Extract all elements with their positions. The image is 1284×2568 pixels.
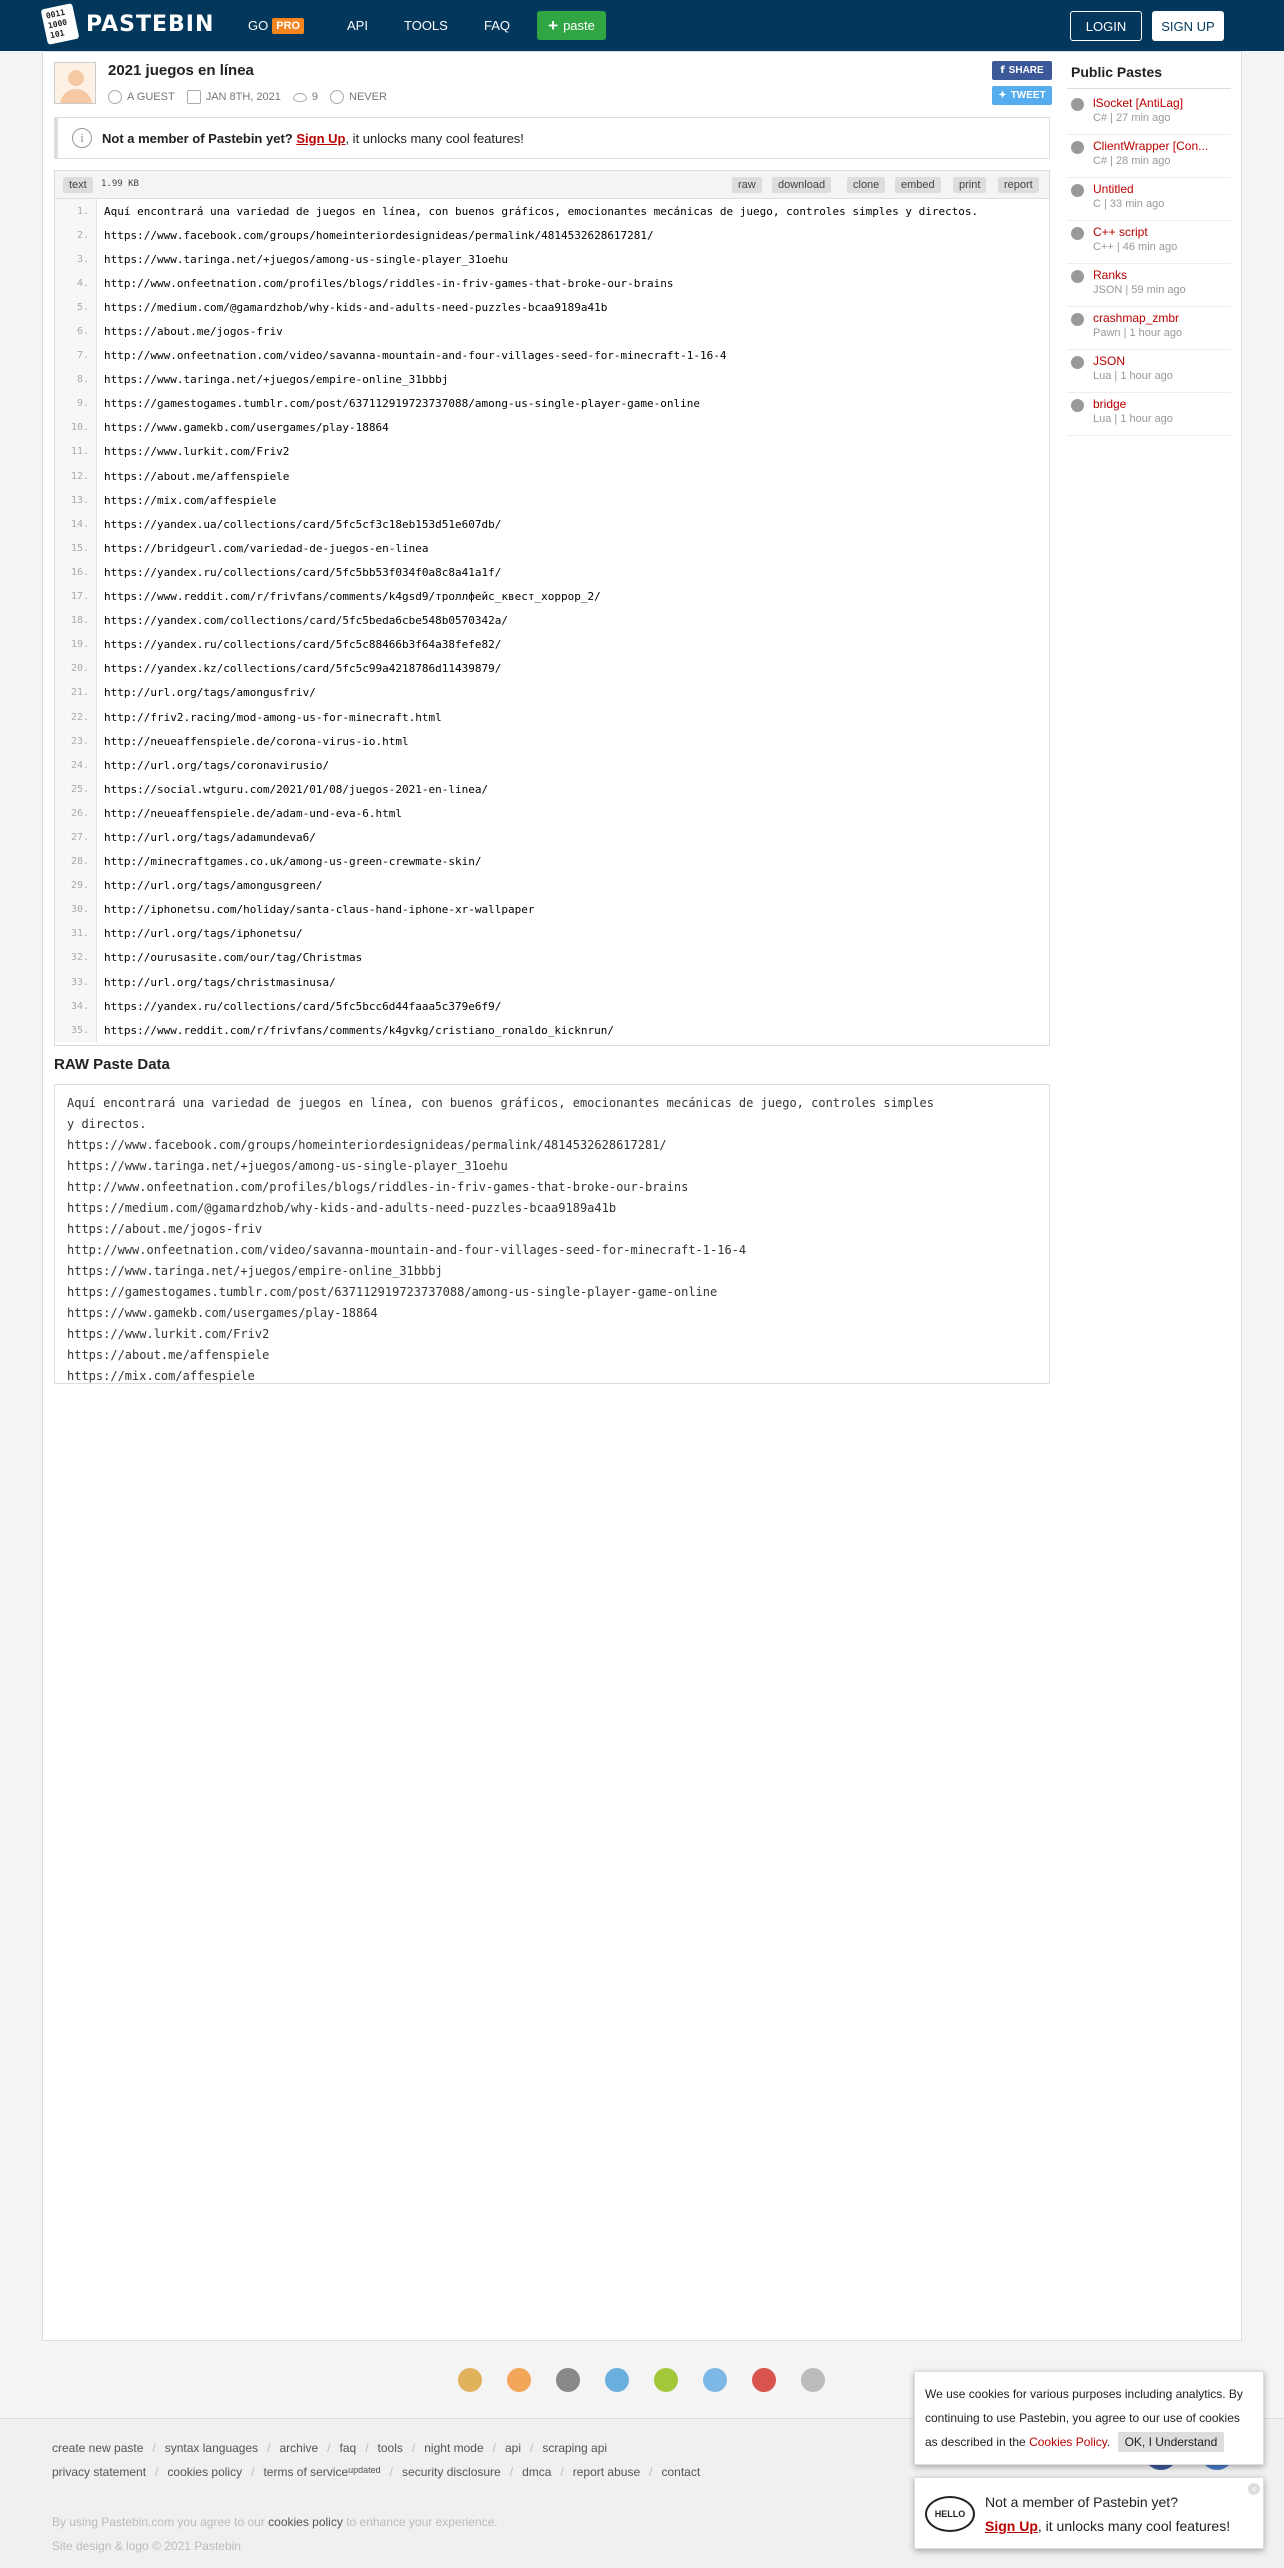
code-line (55, 922, 1049, 946)
footer-links-row-2 (52, 2465, 700, 2479)
code-line (55, 705, 1049, 729)
line-number: 27. (55, 825, 97, 849)
eye-icon (293, 93, 307, 102)
syntax-badge[interactable]: text (63, 177, 93, 193)
meta-date (187, 90, 281, 104)
footer-separator: / (152, 2441, 156, 2455)
public-paste-name[interactable]: JSON (1093, 354, 1126, 368)
footer-link[interactable]: syntax languages (164, 2441, 259, 2455)
download-button[interactable]: download (772, 177, 831, 193)
paste-meta (108, 90, 399, 104)
code-line (55, 319, 1049, 343)
nav-go-pro[interactable] (248, 0, 304, 51)
avatar (54, 62, 96, 104)
facebook-icon: f (1000, 65, 1005, 76)
line-number: 4. (55, 271, 97, 295)
code-line (55, 392, 1049, 416)
raw-line: https://about.me/jogos-friv (67, 1222, 263, 1236)
raw-line: https://mix.com/affespiele (67, 1369, 255, 1383)
line-number: 1. (55, 199, 97, 223)
public-paste-item[interactable] (1067, 135, 1231, 178)
logo-icon (41, 3, 80, 45)
public-paste-item[interactable] (1067, 221, 1231, 264)
line-number: 20. (55, 657, 97, 681)
raw-line: https://gamestogames.tumblr.com/post/637112919723737088/among-us-single-player-game-online (67, 1285, 718, 1299)
footer-agree (52, 2515, 498, 2529)
line-text: https://www.lurkit.com/Friv2 (104, 445, 290, 459)
globe-icon (1071, 356, 1084, 369)
code-line (55, 970, 1049, 994)
footer-separator: / (529, 2441, 534, 2455)
line-text: Aquí encontrará una variedad de juegos en línea, con buenos gráficos, emocionantes mecánicas de juego, controles simples y directos. (104, 204, 979, 218)
clock-icon (330, 90, 344, 104)
line-text: http://url.org/tags/amongusfriv/ (104, 686, 316, 700)
signup-notice (54, 117, 1050, 159)
line-text: http://friv2.racing/mod-among-us-for-minecraft.html (104, 710, 442, 724)
cookie-ok-button[interactable]: OK, I Understand (1118, 2432, 1225, 2452)
windows-icon[interactable] (605, 2368, 629, 2392)
code-toolbar (55, 171, 1049, 199)
nav-api[interactable]: API (347, 18, 368, 33)
raw-line: Aquí encontrará una variedad de juegos en línea, con buenos gráficos, emocionantes mecánicas de juego, controles simples (67, 1096, 934, 1110)
popup-line-2 (985, 2518, 1230, 2534)
footer-separator: / (492, 2441, 496, 2455)
notice-signup-link[interactable]: Sign Up (296, 130, 346, 146)
public-paste-meta: Lua | 1 hour ago (1093, 370, 1173, 382)
code-line (55, 368, 1049, 392)
globe-icon (1071, 270, 1084, 283)
footer-link[interactable]: contact (661, 2465, 701, 2479)
chrome-icon[interactable] (458, 2368, 482, 2392)
raw-line: http://www.onfeetnation.com/video/savanna-mountain-and-four-villages-seed-for-minecraft-1-16-4 (67, 1243, 747, 1257)
line-number: 9. (55, 392, 97, 416)
x-icon[interactable] (703, 2368, 727, 2392)
code-line (55, 994, 1049, 1018)
report-button[interactable]: report (998, 177, 1039, 193)
raw-line: https://www.taringa.net/+juegos/among-us-single-player_31oehu (67, 1159, 508, 1173)
close-icon[interactable]: × (1248, 2483, 1260, 2495)
code-line (55, 488, 1049, 512)
raw-paste-textarea[interactable] (54, 1084, 1050, 1384)
footer-link[interactable]: archive (279, 2441, 319, 2455)
info-icon: i (72, 128, 92, 148)
twitter-icon: ✦ (998, 90, 1007, 101)
raw-line: https://medium.com/@gamardzhob/why-kids-and-adults-need-puzzles-bcaa9189a41b (67, 1201, 617, 1215)
opera-icon[interactable] (752, 2368, 776, 2392)
public-paste-item[interactable] (1067, 350, 1231, 393)
code-line (55, 344, 1049, 368)
line-text: https://medium.com/@gamardzhob/why-kids-and-adults-need-puzzles-bcaa9189a41b (104, 300, 608, 314)
footer-separator: / (251, 2465, 255, 2479)
facebook-share-button[interactable] (992, 61, 1052, 80)
cookie-policy-link[interactable]: Cookies Policy (1029, 2435, 1107, 2449)
public-paste-meta: Lua | 1 hour ago (1093, 413, 1173, 425)
public-pastes-title: Public Pastes (1071, 64, 1163, 80)
footer-link[interactable]: security disclosure (402, 2465, 501, 2479)
line-text: https://www.reddit.com/r/frivfans/comments/k4gvkg/cristiano_ronaldo_kicknrun/ (104, 1023, 614, 1037)
code-line (55, 536, 1049, 560)
footer-link[interactable]: tools (377, 2441, 403, 2455)
footer-links-row-1 (52, 2441, 607, 2455)
line-text: http://www.onfeetnation.com/video/savanna-mountain-and-four-villages-seed-for-minecraft-1-16-4 (104, 349, 727, 363)
code-line (55, 657, 1049, 681)
line-text: http://neueaffenspiele.de/corona-virus-io.html (104, 734, 409, 748)
line-text: https://yandex.ua/collections/card/5fc5cf3c18eb153d51e607db/ (104, 517, 502, 531)
footer-link[interactable]: terms of service (263, 2465, 349, 2479)
public-paste-name[interactable]: crashmap_zmbr (1093, 311, 1180, 325)
sidebar-divider (1067, 88, 1231, 89)
footer-separator: / (389, 2465, 394, 2479)
paste-size: 1.99 KB (101, 179, 139, 189)
user-icon (108, 90, 122, 104)
line-number: 8. (55, 368, 97, 392)
code-line (55, 874, 1049, 898)
popup-suffix: , it unlocks many cool features! (1037, 2518, 1231, 2534)
public-paste-item[interactable] (1067, 92, 1231, 135)
linux-icon[interactable] (801, 2368, 825, 2392)
line-number: 10. (55, 416, 97, 440)
line-text: https://www.taringa.net/+juegos/empire-online_31bbbj (104, 373, 449, 387)
code-box (54, 170, 1050, 1046)
raw-paste-title: RAW Paste Data (54, 1056, 170, 1073)
public-paste-name[interactable]: ClientWrapper [Con... (1093, 139, 1209, 153)
code-line (55, 223, 1049, 247)
avatar-head-shape (68, 70, 84, 86)
author-name: A GUEST (127, 91, 175, 103)
line-number: 15. (55, 536, 97, 560)
footer-link[interactable]: api (504, 2441, 521, 2455)
tweet-label: TWEET (1010, 90, 1046, 101)
calendar-icon (187, 90, 201, 104)
cookie-consent-popup: We use cookies for various purposes including analytics. By continuing to use Pastebin, you agree to our use of cookies as described in the Cookies Policy. OK, I Understand (914, 2371, 1264, 2465)
plus-icon: + (548, 15, 559, 35)
code-line (55, 464, 1049, 488)
public-paste-meta: C# | 27 min ago (1093, 112, 1171, 124)
logo-mark-line: 101 (49, 28, 66, 41)
code-lines[interactable] (55, 199, 1049, 1042)
line-number: 31. (55, 922, 97, 946)
line-number: 17. (55, 585, 97, 609)
footer-separator: / (327, 2441, 331, 2455)
code-line (55, 729, 1049, 753)
globe-icon (1071, 98, 1084, 111)
public-paste-item[interactable] (1067, 264, 1231, 307)
login-button[interactable]: LOGIN (1070, 11, 1142, 41)
logo[interactable] (44, 6, 214, 42)
line-text: https://www.reddit.com/r/frivfans/comments/k4gsd9/троллфейс_квест_хоррор_2/ (104, 590, 601, 604)
globe-icon (1071, 184, 1084, 197)
raw-button[interactable]: raw (732, 177, 762, 193)
paste-date: JAN 8TH, 2021 (205, 91, 281, 103)
code-line (55, 898, 1049, 922)
firefox-icon[interactable] (507, 2368, 531, 2392)
public-paste-item[interactable] (1067, 393, 1231, 436)
line-number: 5. (55, 295, 97, 319)
line-number: 35. (55, 1018, 97, 1042)
meta-expires (330, 90, 387, 104)
code-line (55, 753, 1049, 777)
popup-line-1: Not a member of Pastebin yet? (985, 2494, 1178, 2510)
line-text: https://gamestogames.tumblr.com/post/637112919723737088/among-us-single-player-game-online (104, 397, 701, 411)
line-text: https://about.me/affenspiele (104, 469, 290, 483)
popup-signup-link[interactable]: Sign Up (985, 2518, 1038, 2534)
footer-separator: / (560, 2465, 564, 2479)
code-line (55, 512, 1049, 536)
line-number: 6. (55, 319, 97, 343)
line-text: https://mix.com/affespiele (104, 493, 277, 507)
line-number: 3. (55, 247, 97, 271)
globe-icon (1071, 313, 1084, 326)
globe-icon (1071, 399, 1084, 412)
line-text: https://yandex.ru/collections/card/5fc5bcc6d44faaa5c379e6f9/ (104, 999, 502, 1013)
line-number: 21. (55, 681, 97, 705)
new-paste-button[interactable] (537, 11, 606, 40)
top-header (0, 0, 1284, 51)
line-number: 24. (55, 753, 97, 777)
avatar-body-shape (60, 89, 92, 104)
line-text: https://yandex.com/collections/card/5fc5beda6cbe548b0570342a/ (104, 614, 508, 628)
code-line (55, 609, 1049, 633)
raw-line: https://about.me/affenspiele (67, 1348, 270, 1362)
code-line (55, 681, 1049, 705)
public-paste-meta: C++ | 46 min ago (1093, 241, 1178, 253)
line-number: 30. (55, 898, 97, 922)
line-number: 28. (55, 850, 97, 874)
line-number: 18. (55, 609, 97, 633)
embed-button[interactable]: embed (895, 177, 941, 193)
raw-line: https://www.gamekb.com/usergames/play-18864 (67, 1306, 378, 1320)
clone-button[interactable]: clone (847, 177, 885, 193)
footer-link[interactable]: faq (339, 2441, 357, 2455)
footer-link[interactable]: cookies policy (167, 2465, 243, 2479)
print-button[interactable]: print (953, 177, 986, 193)
line-number: 16. (55, 560, 97, 584)
code-line (55, 946, 1049, 970)
code-line (55, 440, 1049, 464)
line-text: http://minecraftgames.co.uk/among-us-green-crewmate-skin/ (104, 855, 482, 869)
expiry-value: NEVER (349, 91, 387, 103)
line-text: http://www.onfeetnation.com/profiles/blogs/riddles-in-friv-games-that-broke-our-brains (104, 276, 674, 290)
code-line (55, 825, 1049, 849)
line-text: https://www.facebook.com/groups/homeinteriordesignideas/permalink/4814532628617281/ (104, 228, 654, 242)
line-number: 19. (55, 633, 97, 657)
meta-views (293, 91, 318, 103)
footer-link[interactable]: create new paste (52, 2441, 144, 2455)
pro-badge: PRO (272, 18, 304, 34)
agree-suffix: to enhance your experience. (346, 2515, 498, 2529)
code-line (55, 777, 1049, 801)
footer-separator: / (411, 2441, 416, 2455)
code-line (55, 271, 1049, 295)
public-paste-meta: JSON | 59 min ago (1093, 284, 1186, 296)
code-line (55, 1018, 1049, 1042)
line-text: http://url.org/tags/christmasinusa/ (104, 975, 336, 989)
public-paste-meta: C# | 28 min ago (1093, 155, 1171, 167)
line-text: https://bridgeurl.com/variedad-de-juegos-en-linea (104, 541, 429, 555)
footer-copyright: Site design & logo © 2021 Pastebin (52, 2539, 241, 2553)
line-text: http://neueaffenspiele.de/adam-und-eva-6.html (104, 806, 403, 820)
ios-icon[interactable] (556, 2368, 580, 2392)
logo-mark-line: 0011 (45, 7, 66, 21)
line-number: 2. (55, 223, 97, 247)
line-text: http://url.org/tags/amongusgreen/ (104, 879, 323, 893)
code-line (55, 416, 1049, 440)
line-text: https://yandex.ru/collections/card/5fc5c88466b3f64a38fefe82/ (104, 638, 502, 652)
raw-line: y directos. (67, 1117, 147, 1131)
public-paste-name[interactable]: bridge (1093, 397, 1127, 411)
paste-title: 2021 juegos en línea (108, 62, 254, 79)
line-text: http://url.org/tags/iphonetsu/ (104, 927, 303, 941)
updated-badge: updated (348, 2465, 381, 2475)
line-number: 12. (55, 464, 97, 488)
code-line (55, 199, 1049, 223)
line-number: 33. (55, 970, 97, 994)
public-paste-meta: C | 33 min ago (1093, 198, 1165, 210)
new-paste-label: paste (563, 18, 595, 33)
globe-icon (1071, 227, 1084, 240)
line-number: 7. (55, 344, 97, 368)
footer-separator: / (649, 2465, 653, 2479)
public-paste-name[interactable]: Ranks (1093, 268, 1128, 282)
public-paste-name[interactable]: Untitled (1093, 182, 1134, 196)
footer-separator: / (365, 2441, 369, 2455)
line-text: https://www.gamekb.com/usergames/play-18864 (104, 421, 389, 435)
public-paste-item[interactable] (1067, 307, 1231, 350)
code-line (55, 560, 1049, 584)
line-number: 29. (55, 874, 97, 898)
cookie-text: We use cookies for various purposes including analytics. By continuing to use Pastebin, you agree to our use of cookies as described in the (925, 2387, 1243, 2449)
footer-separator: / (509, 2465, 514, 2479)
footer-link[interactable]: dmca (522, 2465, 552, 2479)
share-label: SHARE (1008, 65, 1044, 76)
signup-popup (914, 2477, 1264, 2549)
line-text: https://www.taringa.net/+juegos/among-us-single-player_31oehu (104, 252, 508, 266)
raw-line: https://www.lurkit.com/Friv2 (67, 1327, 270, 1341)
line-number: 11. (55, 440, 97, 464)
nav-tools[interactable]: TOOLS (404, 18, 448, 33)
line-text: http://url.org/tags/adamundeva6/ (104, 830, 316, 844)
nav-go-label: GO (248, 18, 269, 33)
browser-extensions (458, 2368, 850, 2392)
line-number: 26. (55, 801, 97, 825)
code-line (55, 633, 1049, 657)
line-text: https://about.me/jogos-friv (104, 325, 283, 339)
public-paste-item[interactable] (1067, 178, 1231, 221)
nav-faq[interactable]: FAQ (484, 18, 511, 33)
code-line (55, 850, 1049, 874)
line-text: http://ourusasite.com/our/tag/Christmas (104, 951, 363, 965)
main-container (42, 51, 1242, 2341)
public-paste-name[interactable]: C++ script (1093, 225, 1148, 239)
line-number: 14. (55, 512, 97, 536)
code-line (55, 247, 1049, 271)
notice-text: Not a member of Pastebin yet? (102, 130, 293, 146)
globe-icon (1071, 141, 1084, 154)
code-line (55, 585, 1049, 609)
meta-author[interactable] (108, 90, 175, 104)
line-number: 25. (55, 777, 97, 801)
line-text: https://yandex.kz/collections/card/5fc5c99a4218786d11439879/ (104, 662, 502, 676)
code-line (55, 295, 1049, 319)
tweet-button[interactable] (992, 86, 1052, 105)
public-paste-name[interactable]: lSocket [AntiLag] (1093, 96, 1184, 110)
line-text: http://iphonetsu.com/holiday/santa-claus-hand-iphone-xr-wallpaper (104, 903, 535, 917)
line-text: http://url.org/tags/coronavirusio/ (104, 758, 330, 772)
code-line (55, 801, 1049, 825)
footer-link[interactable]: scraping api (542, 2441, 608, 2455)
android-icon[interactable] (654, 2368, 678, 2392)
logo-mark-line: 1000 (47, 17, 68, 31)
line-number: 34. (55, 994, 97, 1018)
agree-prefix: By using Pastebin.com you agree to our (52, 2515, 265, 2529)
line-number: 13. (55, 488, 97, 512)
view-count: 9 (311, 91, 319, 103)
footer-link[interactable]: report abuse (572, 2465, 641, 2479)
line-number: 32. (55, 946, 97, 970)
raw-line: https://www.facebook.com/groups/homeinteriordesignideas/permalink/4814532628617281/ (67, 1138, 667, 1152)
raw-line: https://www.taringa.net/+juegos/empire-online_31bbbj (67, 1264, 443, 1278)
raw-line: http://www.onfeetnation.com/profiles/blogs/riddles-in-friv-games-that-broke-our-brains (67, 1180, 689, 1194)
footer-link[interactable]: night mode (424, 2441, 484, 2455)
logo-text: PASTEBIN (86, 11, 215, 37)
line-text: https://yandex.ru/collections/card/5fc5bb53f034f0a8c8a41a1f/ (104, 565, 502, 579)
footer-separator: / (155, 2465, 159, 2479)
signup-button[interactable]: SIGN UP (1152, 11, 1224, 41)
public-paste-meta: Pawn | 1 hour ago (1093, 327, 1183, 339)
hello-badge-icon: HELLO (925, 2496, 975, 2532)
footer-link[interactable]: privacy statement (52, 2465, 147, 2479)
line-number: 23. (55, 729, 97, 753)
notice-suffix: , it unlocks many cool features! (345, 130, 524, 146)
line-number: 22. (55, 705, 97, 729)
agree-cookies-link[interactable]: cookies policy (268, 2515, 343, 2529)
line-text: https://social.wtguru.com/2021/01/08/juegos-2021-en-linea/ (104, 782, 489, 796)
footer-separator: / (267, 2441, 271, 2455)
